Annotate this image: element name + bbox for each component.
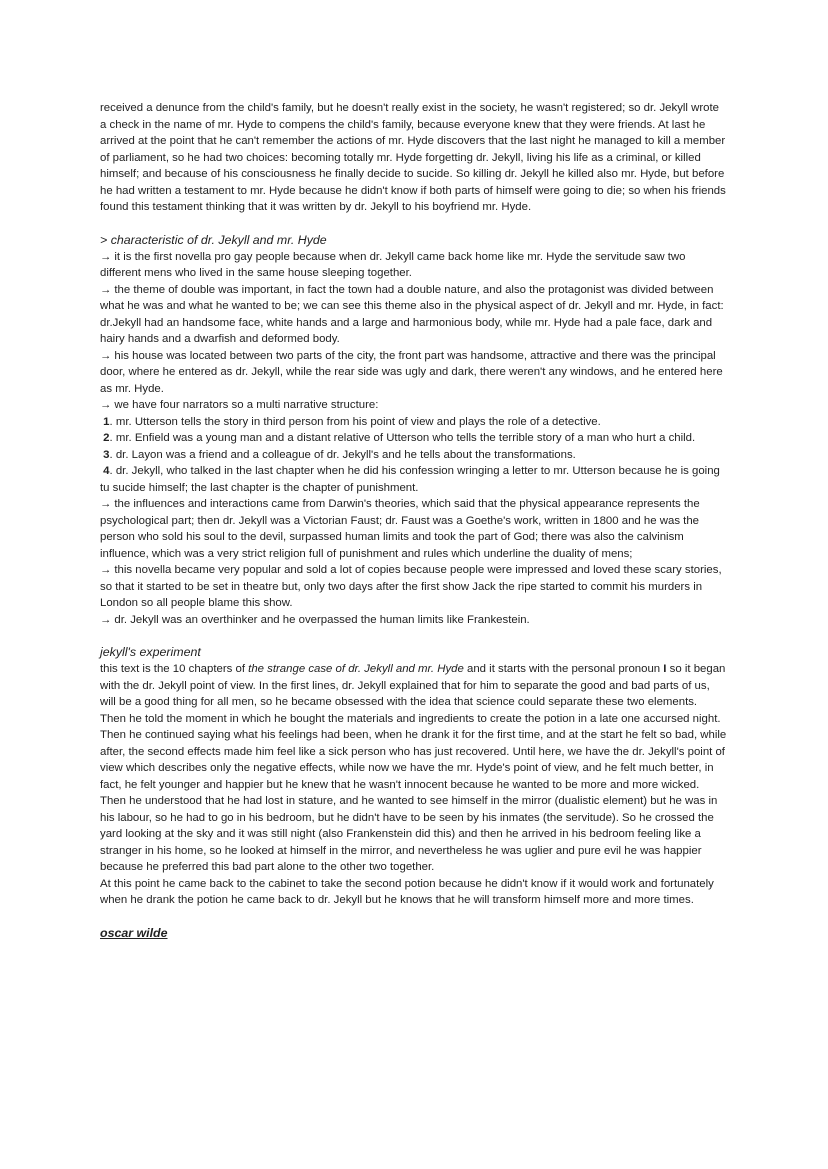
bullet-text: this novella became very popular and sold a lot of copies because people were impressed and loved these scary stories, so that it started to be set in theatre but, only two days after the first show Jack the ripe started to commit his murders in London so all people blame this show.: [100, 564, 722, 609]
spacer: [100, 909, 728, 925]
section-heading-oscar-wilde: oscar wilde: [100, 925, 168, 940]
bullet-text: the theme of double was important, in fact the town had a double nature, and also the protagonist was divided between what he was and what he wanted to be; we can see this theme also in the physical aspect of dr. Jekyll and mr. Hyde, in fact: dr.Jekyll had an handsome face, white hands and a large and harmonious body, while mr. Hyde had a pale face, dark and hairy hands and a dwarfish and deformed body.: [100, 283, 724, 345]
book-title: the strange case of dr. Jekyll and mr. Hyde: [248, 663, 464, 675]
narrator-item: [100, 414, 728, 431]
bullet-text: it is the first novella pro gay people because when dr. Jekyll came back home like mr. Hyde the servitude saw two different mens who lived in the same house sleeping together.: [100, 250, 686, 279]
experiment-paragraph-3: Then he understood that he had lost in stature, and he wanted to see himself in the mirror (dualistic element) but he was in his labour, so he had to go in his bedroom, but he didn't have to be seen by his inmates (the servitude). So he crossed the yard looking at the sky and it was still night (also Frankenstein did this) and then he arrived in his bedroom feeling like a stranger in his home, so he looked at himself in the mirror, and nevertheless he was uglier and pure evil he was happier because he preferred this bad part alone to the other two together.: [100, 795, 718, 873]
pronoun-bold: I: [663, 663, 667, 675]
heading-text: characteristic of dr. Jekyll and mr. Hyde: [110, 232, 327, 247]
experiment-paragraph-4: At this point he came back to the cabinet to take the second potion because he didn't know if it would work and fortunately when he drank the potion he came back to dr. Jekyll but he knows that he will transform himself more and more times.: [100, 877, 714, 906]
arrow-icon: →: [100, 498, 112, 510]
narrator-number: 4: [103, 465, 110, 477]
bullet-point: [100, 612, 728, 629]
paragraph-text: and it starts with the personal pronoun: [463, 663, 664, 675]
arrow-icon: →: [100, 613, 112, 626]
bullet-text: we have four narrators so a multi narrative structure:: [114, 399, 379, 411]
arrow-icon: →: [100, 283, 112, 296]
bullet-point: [100, 397, 728, 414]
narrator-text: . mr. Enfield was a young man and a distant relative of Utterson who tells the terrible story of a man who hurt a child.: [109, 432, 696, 444]
arrow-icon: →: [100, 399, 112, 411]
narrator-text: . mr. Utterson tells the story in third person from his point of view and plays the role of a detective.: [109, 415, 601, 428]
paragraph-text: this text is the 10 chapters of: [100, 663, 249, 675]
section-heading-experiment: jekyll's experiment: [100, 645, 201, 659]
arrow-icon: →: [100, 564, 112, 576]
bullet-point: [100, 282, 728, 348]
arrow-icon: →: [100, 349, 112, 362]
experiment-paragraph-2: Then he told the moment in which he bought the materials and ingredients to create the potion in a late one accursed night. Then he continued saying what his feelings had been, when he drank it for the first time, and at the start he felt so bad, while after, the second effects made him feel like a sick person who has just recovered. Until here, we have the dr. Jekyll's point of view which describes only the negative effects, while now we have the mr. Hyde's point of view, and he felt much better, in fact, he felt younger and happier but he knew that he wasn't innocent because he wanted to be more and more wicked.: [100, 712, 727, 791]
narrator-item: [100, 463, 728, 496]
bullet-text: dr. Jekyll was an overthinker and he overpassed the human limits like Frankestein.: [114, 613, 530, 626]
narrator-number: 3: [103, 448, 110, 461]
bullet-text: the influences and interactions came from Darwin's theories, which said that the physical appearance represents the psychological part; then dr. Jekyll was a Victorian Faust; dr. Faust was a Goethe's work, written in 1800 and he was the person who sold his soul to the devil, surpassed human limits and took the part of God; there was also the calvinism influence, which was a very strict religion full of punishment and rules which underline the duality of mens;: [100, 498, 700, 560]
narrator-item: [100, 430, 728, 447]
narrator-item: [100, 447, 728, 464]
narrator-text: . dr. Jekyll, who talked in the last chapter when he did his confession wringing a letter to mr. Utterson because he is going tu sucide himself; the last chapter is the chapter of punishment.: [100, 465, 720, 494]
document-body: [100, 100, 728, 941]
arrow-icon: →: [100, 250, 112, 263]
experiment-paragraph-1: [100, 661, 728, 711]
bullet-point: [100, 562, 728, 612]
paragraph-text: so it began with the dr. Jekyll point of view. In the first lines, dr. Jekyll explained that for him to separate the good and bad parts of us, will be a good thing for all men, so he became obsessed with the idea that science could separate these two elements.: [100, 663, 726, 708]
spacer: [100, 216, 728, 232]
narrator-number: 2: [103, 432, 110, 444]
bullet-point: [100, 348, 728, 398]
section-heading-characteristics: [100, 232, 728, 249]
bullet-point: [100, 249, 728, 282]
heading-marker: >: [100, 232, 108, 247]
spacer: [100, 628, 728, 644]
intro-paragraph: received a denunce from the child's family, but he doesn't really exist in the society, he wasn't registered; so dr. Jekyll wrote a check in the name of mr. Hyde to compens the child's family, because everyone knew that they were friends. At last he arrived at the point that he can't remember the actions of mr. Hyde discovers that the last night he managed to kill a member of parliament, so he had two choices: becoming totally mr. Hyde forgetting dr. Jekyll, living his life as a criminal, or killed himself; and because of his consciousness he finally decide to sucide. So killing dr. Jekyll he killed also mr. Hyde, but before he had written a testament to mr. Hyde because he didn't know if both parts of himself were going to die; so when his friends found this testament thinking that it was written by dr. Jekyll to his boyfriend mr. Hyde.: [100, 102, 726, 213]
bullet-text: his house was located between two parts of the city, the front part was handsome, attractive and there was the principal door, where he entered as dr. Jekyll, while the rear side was ugly and dark, there weren't any windows, and he entered here as mr. Hyde.: [100, 349, 723, 395]
bullet-point: [100, 496, 728, 562]
narrator-text: . dr. Layon was a friend and a colleague of dr. Jekyll's and he tells about the transformations.: [109, 448, 576, 461]
narrator-number: 1: [103, 415, 110, 428]
